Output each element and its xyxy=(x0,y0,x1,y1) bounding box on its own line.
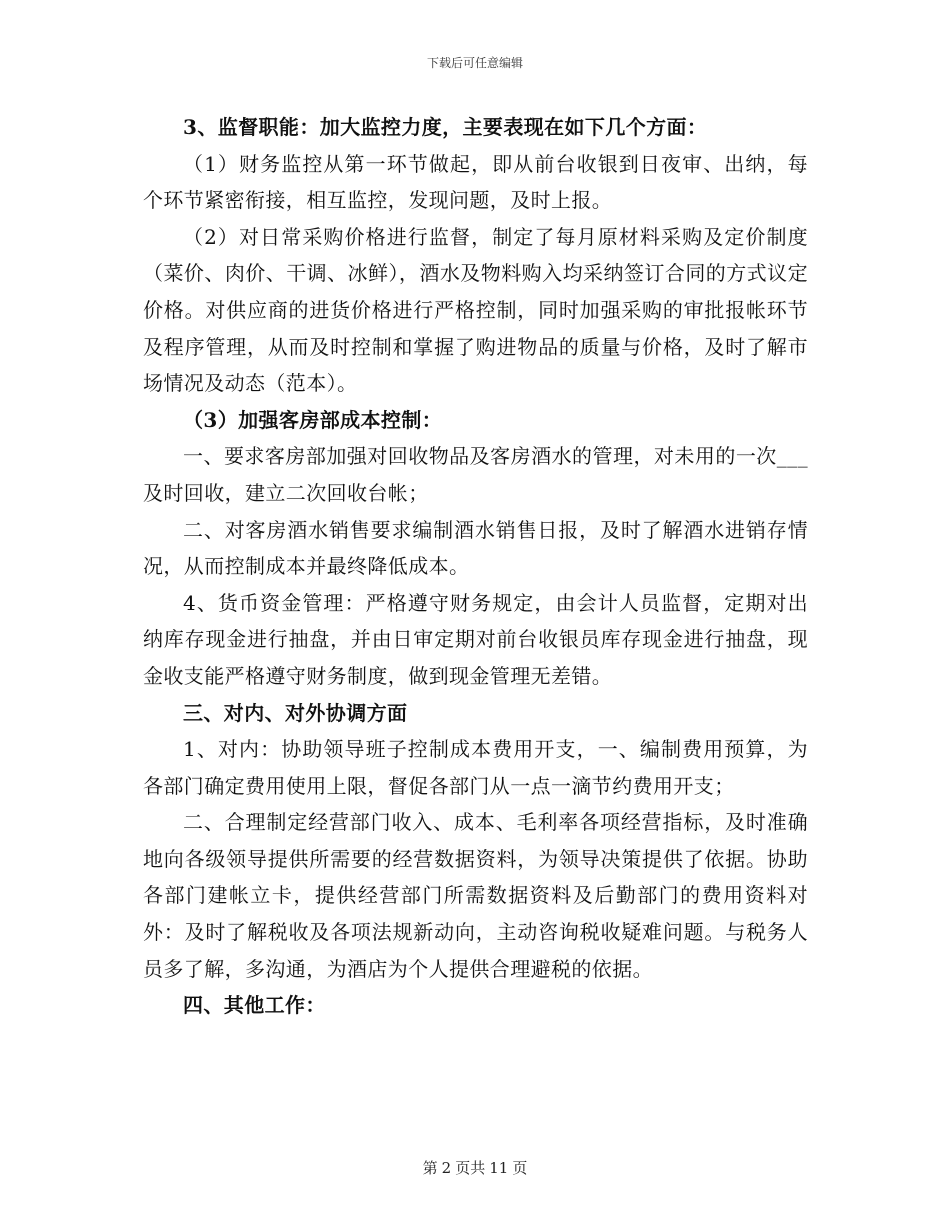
paragraph-cash-management: 4、货币资金管理：严格遵守财务规定，由会计人员监督，定期对出纳库存现金进行抽盘，并由日审定期对前台收银员库存现金进行抽盘，现金收支能严格遵守财务制度，做到现金管理无差错。 xyxy=(143,590,808,688)
footer-middle: 页共 xyxy=(455,1159,486,1177)
paragraph-internal-coordination: 1、对内：协助领导班子控制成本费用开支，一、编制费用预算，为各部门确定费用使用上限，督促各部门从一点一滴节约费用开支； xyxy=(143,737,808,798)
section-heading-housekeeping-cost: （3）加强客房部成本控制： xyxy=(183,407,443,432)
footer-prefix: 第 xyxy=(422,1159,438,1177)
current-page-number: 2 xyxy=(441,1159,452,1177)
paragraph-housekeeping-item-1: 一、要求客房部加强对回收物品及客房酒水的管理，对未用的一次___及时回收，建立二次回收台帐； xyxy=(143,444,808,505)
paragraph-procurement-supervision: （2）对日常采购价格进行监督，制定了每月原材料采购及定价制度（菜价、肉价、干调、冰鲜），酒水及物料购入均采纳签订合同的方式议定价格。对供应商的进货价格进行严格控制，同时加强采购的审批报帐环节及程序管理，从而及时控制和掌握了购进物品的质量与价格，及时了解市场情况及动态（范本）。 xyxy=(143,224,808,396)
paragraph-operating-indicators: 二、合理制定经营部门收入、成本、毛利率各项经营指标，及时准确地向各级领导提供所需要的经营数据资料，为领导决策提供了依据。协助各部门建帐立卡，提供经营部门所需数据资料及后勤部门的费用资料对外：及时了解税收及各项法规新动向，主动咨询税收疑难问题。与税务人员多了解，多沟通，为酒店为个人提供合理避税的依据。 xyxy=(143,810,808,981)
total-page-count: 11 xyxy=(489,1159,509,1177)
paragraph-housekeeping-item-2: 二、对客房酒水销售要求编制酒水销售日报，及时了解酒水进销存情况，从而控制成本并最终降低成本。 xyxy=(143,517,808,579)
page-header: 下载后可任意编辑 xyxy=(426,56,523,70)
page-footer xyxy=(0,1157,950,1178)
section-heading-supervision: 3、监督职能：加大监控力度，主要表现在如下几个方面： xyxy=(183,115,708,139)
section-heading-other-work: 四、其他工作： xyxy=(183,993,326,1018)
section-heading-coordination: 三、对内、对外协调方面 xyxy=(183,700,408,725)
paragraph-financial-monitoring: （1）财务监控从第一环节做起，即从前台收银到日夜审、出纳，每个环节紧密衔接，相互监控，发现问题，及时上报。 xyxy=(143,151,808,213)
footer-suffix: 页 xyxy=(512,1159,528,1177)
document-body xyxy=(143,109,808,1024)
